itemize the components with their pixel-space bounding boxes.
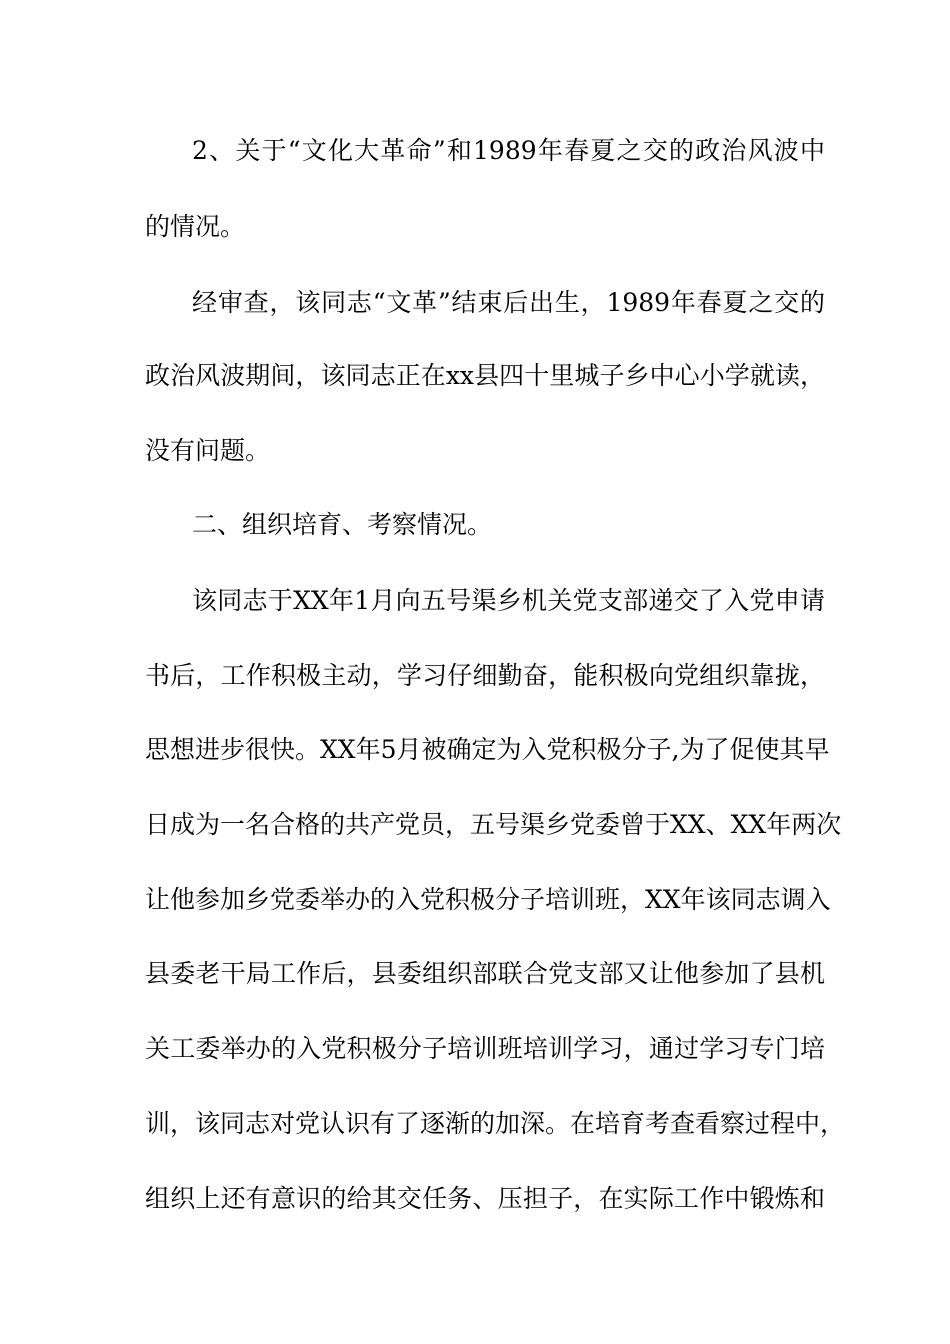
paragraph-line: 县委老干局工作后，县委组织部联合党支部又让他参加了县机 <box>145 959 825 988</box>
paragraph-line: 的情况。 <box>145 212 246 241</box>
paragraph-line: 该同志于XX年1月向五号渠乡机关党支部递交了入党申请 <box>192 586 825 615</box>
paragraph-line: 组织上还有意识的给其交任务、压担子，在实际工作中锻炼和 <box>145 1184 825 1213</box>
paragraph-line: 思想进步很快。XX年5月被确定为入党积极分子,为了促使其早 <box>145 735 830 764</box>
paragraph-line: 书后，工作积极主动，学习仔细勤奋，能积极向党组织靠拢， <box>145 661 825 690</box>
paragraph-line: 经审查，该同志“文革”结束后出生，1989年春夏之交的 <box>192 288 825 317</box>
paragraph-line: 关工委举办的入党积极分子培训班培训学习，通过学习专门培 <box>145 1034 825 1063</box>
paragraph-line: 训，该同志对党认识有了逐渐的加深。在培育考查看察过程中， <box>145 1109 846 1138</box>
paragraph-line: 2、关于“文化大革命”和1989年春夏之交的政治风波中 <box>192 136 825 165</box>
paragraph-line: 让他参加乡党委举办的入党积极分子培训班，XX年该同志调入 <box>145 885 831 914</box>
paragraph-line: 政治风波期间，该同志正在xx县四十里城子乡中心小学就读， <box>145 361 825 390</box>
section-heading: 二、组织培育、考察情况。 <box>192 510 493 539</box>
paragraph-line: 没有问题。 <box>145 436 271 465</box>
paragraph-line: 日成为一名合格的共产党员，五号渠乡党委曾于XX、XX年两次 <box>145 810 842 839</box>
